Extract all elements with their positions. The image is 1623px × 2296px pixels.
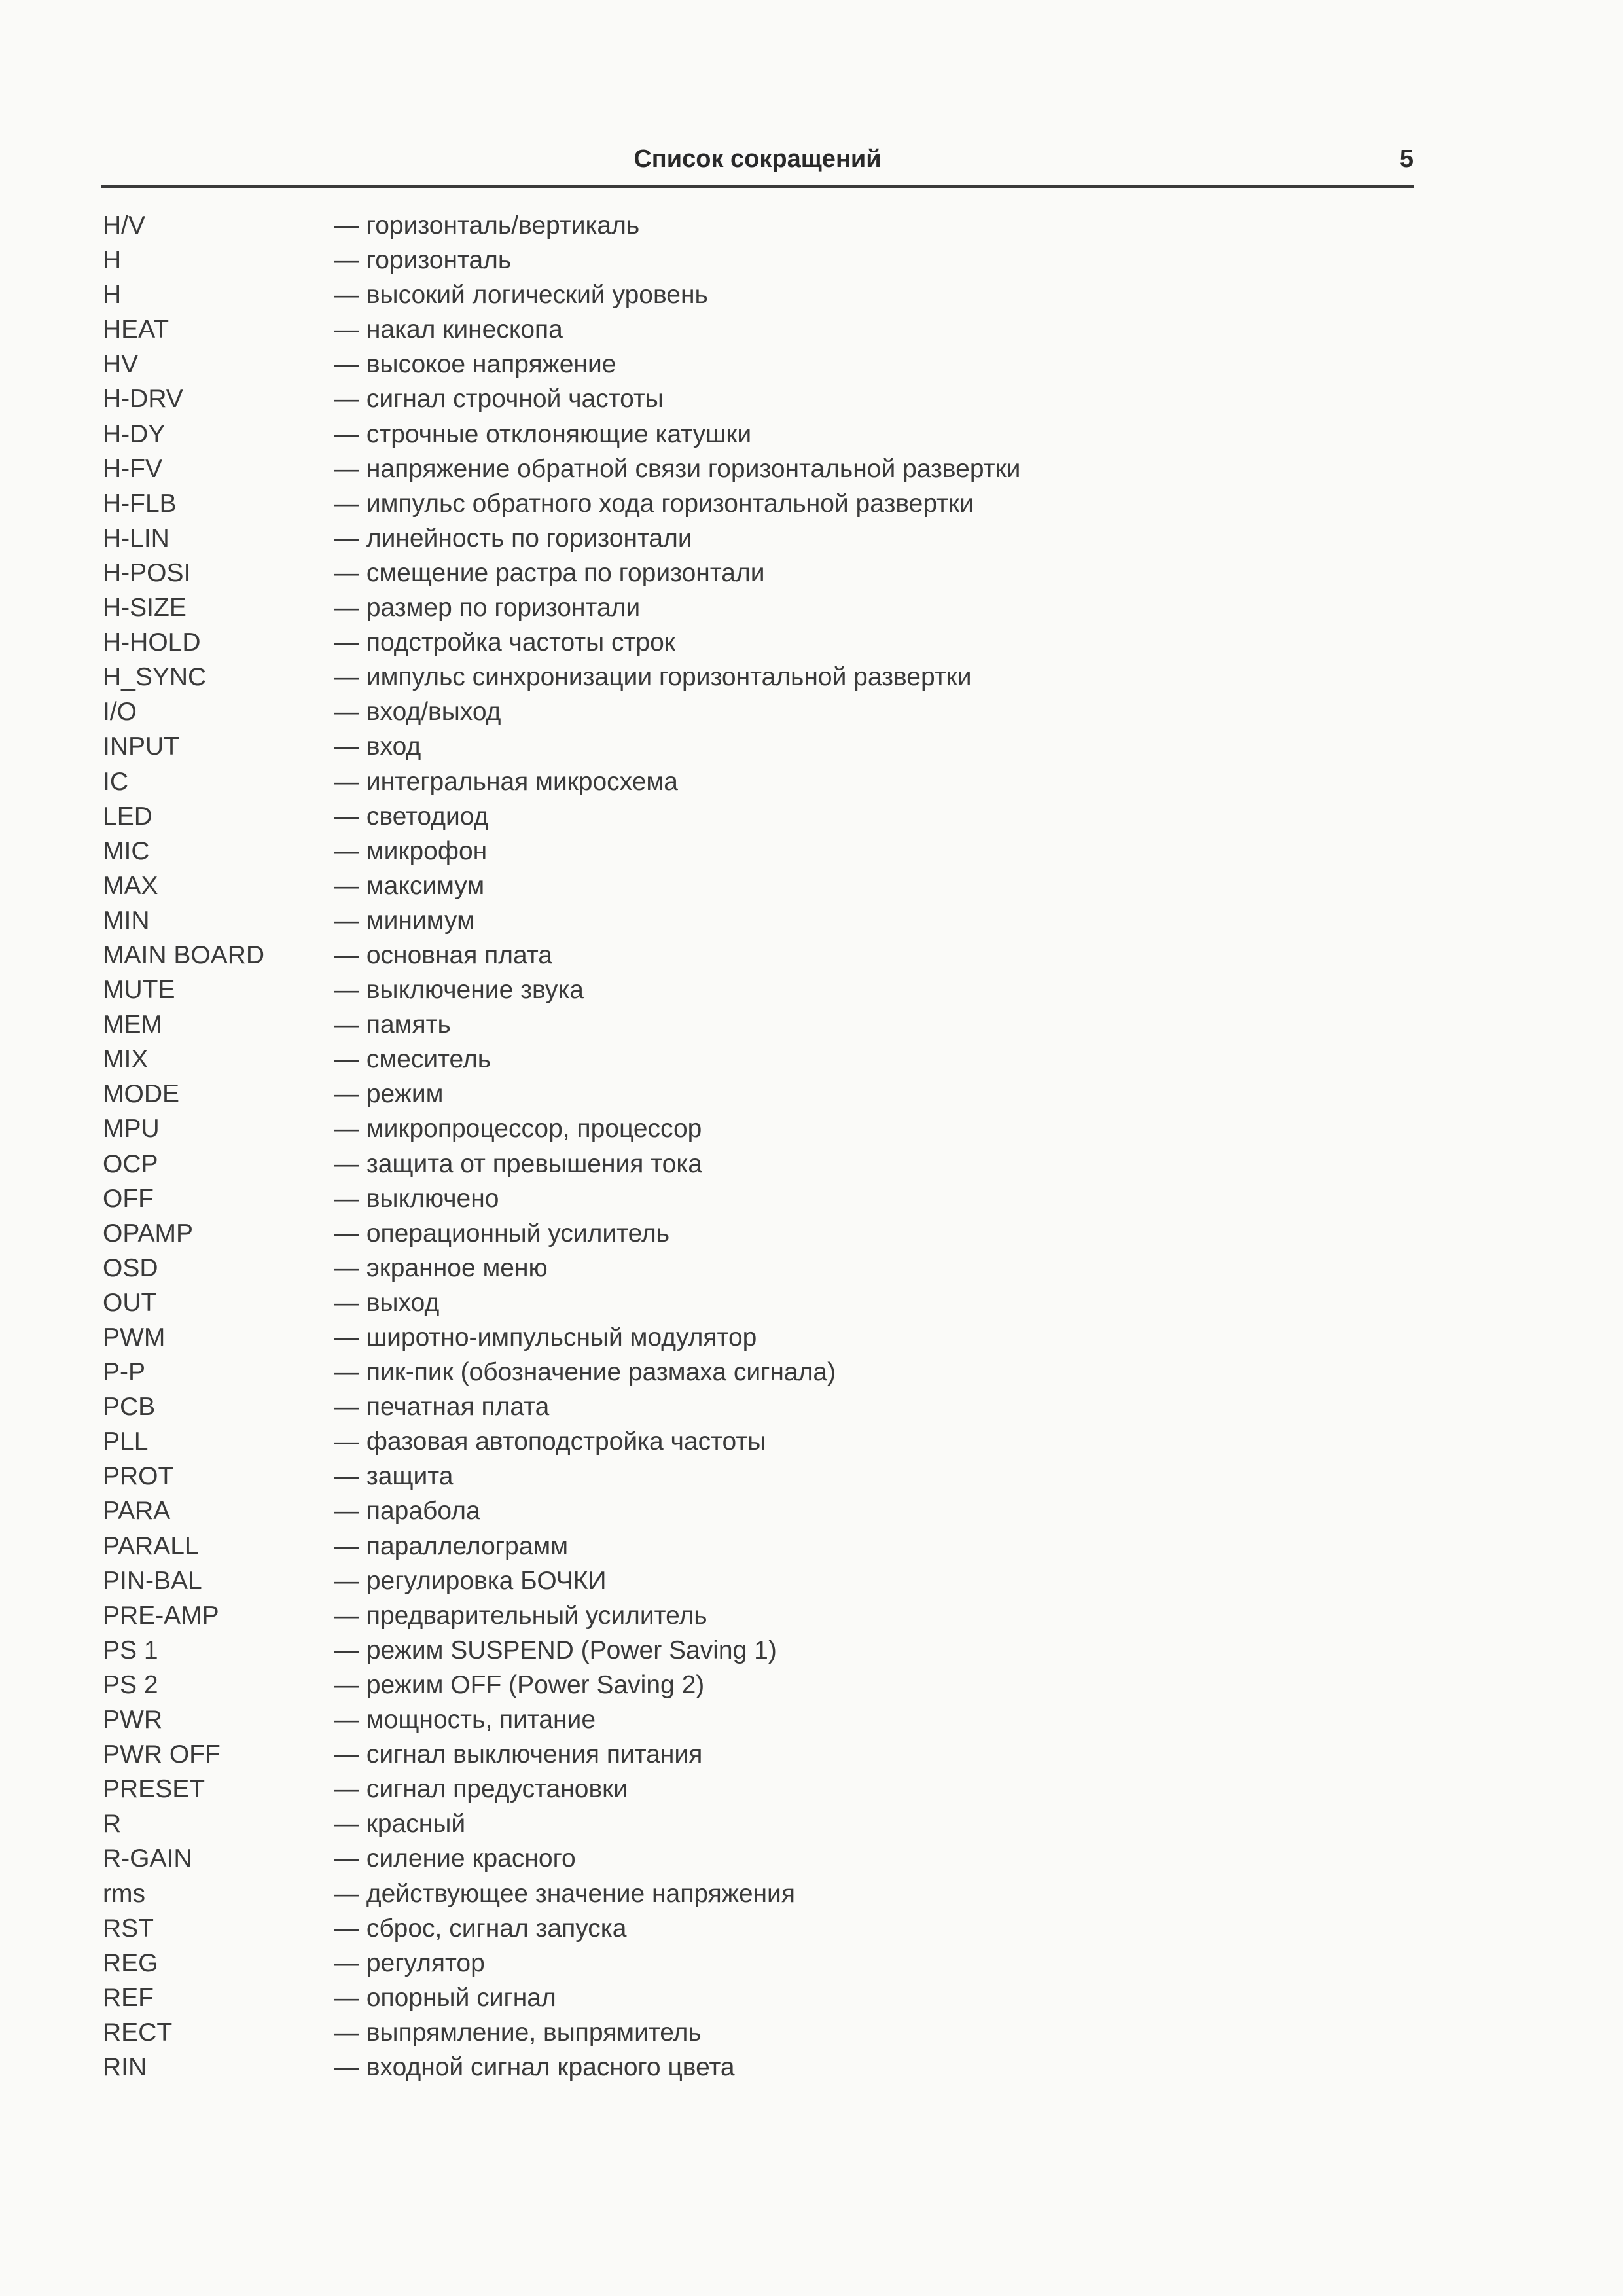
abbreviation-row	[103, 625, 1346, 660]
abbreviation-definition: — минимум	[334, 906, 474, 935]
abbreviation-definition: — печатная плата	[334, 1393, 550, 1422]
abbreviation-row	[103, 1702, 1346, 1737]
abbreviation-definition: — режим OFF (Power Saving 2)	[334, 1670, 705, 1699]
abbreviation-row	[103, 1111, 1346, 1146]
page-title: Список сокращений	[633, 145, 882, 173]
abbreviation-definition: — выключение звука	[334, 976, 584, 1005]
abbreviation-definition: — широтно-импульсный модулятор	[334, 1323, 757, 1352]
abbreviation-term: PARA	[103, 1497, 171, 1526]
abbreviation-row	[103, 938, 1346, 973]
abbreviation-definition: — высокое напряжение	[334, 350, 616, 379]
abbreviation-row	[103, 869, 1346, 903]
abbreviation-term: HEAT	[103, 315, 169, 344]
abbreviation-term: OUT	[103, 1288, 157, 1317]
abbreviation-term: REG	[103, 1948, 158, 1977]
abbreviation-term: I/O	[103, 698, 137, 726]
abbreviation-row	[103, 1564, 1346, 1598]
abbreviation-row	[103, 1424, 1346, 1459]
abbreviation-definition: — микрофон	[334, 836, 488, 865]
abbreviation-definition: — микропроцессор, процессор	[334, 1115, 702, 1143]
abbreviation-definition: — защита	[334, 1462, 454, 1491]
abbreviation-definition: — высокий логический уровень	[334, 281, 708, 310]
abbreviation-row	[103, 486, 1346, 521]
abbreviation-definition: — линейность по горизонтали	[334, 524, 692, 552]
abbreviation-row	[103, 1216, 1346, 1251]
abbreviation-term: R	[103, 1810, 122, 1839]
abbreviation-term: MUTE	[103, 976, 175, 1005]
abbreviation-definition: — импульс синхронизации горизонтальной развертки	[334, 663, 972, 692]
abbreviation-term: R-GAIN	[103, 1844, 192, 1873]
abbreviation-list	[103, 208, 1346, 2085]
abbreviation-term: OPAMP	[103, 1219, 193, 1247]
abbreviation-definition: — выход	[334, 1288, 440, 1317]
abbreviation-row	[103, 312, 1346, 347]
abbreviation-term: H-DRV	[103, 385, 183, 414]
abbreviation-term: PS 2	[103, 1670, 158, 1699]
abbreviation-term: P-P	[103, 1358, 146, 1387]
abbreviation-definition: — действующее значение напряжения	[334, 1879, 795, 1908]
abbreviation-definition: — сигнал предустановки	[334, 1775, 628, 1804]
abbreviation-definition: — силение красного	[334, 1844, 576, 1873]
abbreviation-term: RST	[103, 1914, 154, 1943]
abbreviation-term: H-SIZE	[103, 594, 187, 622]
abbreviation-definition: — интегральная микросхема	[334, 767, 678, 796]
abbreviation-term: PWR	[103, 1706, 162, 1734]
abbreviation-term: H-HOLD	[103, 628, 201, 657]
abbreviation-row	[103, 1876, 1346, 1911]
abbreviation-term: H-FLB	[103, 489, 177, 518]
abbreviation-definition: — операционный усилитель	[334, 1219, 670, 1247]
abbreviation-definition: — режим	[334, 1080, 444, 1109]
abbreviation-term: LED	[103, 802, 152, 831]
abbreviation-definition: — экранное меню	[334, 1253, 548, 1282]
abbreviation-row	[103, 1806, 1346, 1841]
abbreviation-term: PIN-BAL	[103, 1566, 202, 1595]
abbreviation-definition: — вход/выход	[334, 698, 501, 726]
abbreviation-term: PLL	[103, 1427, 149, 1456]
abbreviation-term: H_SYNC	[103, 663, 207, 692]
abbreviation-term: H-LIN	[103, 524, 169, 552]
page-number: 5	[1399, 145, 1414, 173]
abbreviation-term: MEM	[103, 1011, 162, 1039]
abbreviation-definition: — напряжение обратной связи горизонтальной развертки	[334, 454, 1021, 483]
abbreviation-row	[103, 660, 1346, 694]
abbreviation-term: INPUT	[103, 732, 179, 761]
abbreviation-definition: — парабола	[334, 1497, 480, 1526]
abbreviation-definition: — входной сигнал красного цвета	[334, 2053, 735, 2081]
abbreviation-row	[103, 347, 1346, 382]
abbreviation-row	[103, 452, 1346, 486]
abbreviation-term: MPU	[103, 1115, 160, 1143]
abbreviation-term: PWM	[103, 1323, 166, 1352]
abbreviation-row	[103, 1494, 1346, 1528]
abbreviation-row	[103, 764, 1346, 799]
abbreviation-definition: — фазовая автоподстройка частоты	[334, 1427, 766, 1456]
abbreviation-term: PARALL	[103, 1532, 199, 1560]
abbreviation-definition: — предварительный усилитель	[334, 1601, 707, 1630]
abbreviation-definition: — сигнал строчной частоты	[334, 385, 664, 414]
abbreviation-definition: — выпрямление, выпрямитель	[334, 2018, 702, 2047]
abbreviation-row	[103, 1007, 1346, 1042]
abbreviation-row	[103, 1772, 1346, 1806]
abbreviation-term: PS 1	[103, 1636, 158, 1664]
abbreviation-row	[103, 1320, 1346, 1355]
abbreviation-row	[103, 1529, 1346, 1564]
abbreviation-definition: — размер по горизонтали	[334, 594, 641, 622]
abbreviation-definition: — красный	[334, 1810, 466, 1839]
abbreviation-row	[103, 2050, 1346, 2085]
abbreviation-term: IC	[103, 767, 128, 796]
abbreviation-row	[103, 2015, 1346, 2050]
abbreviation-row	[103, 1841, 1346, 1876]
abbreviation-definition: — подстройка частоты строк	[334, 628, 675, 657]
abbreviation-row	[103, 1390, 1346, 1424]
abbreviation-definition: — опорный сигнал	[334, 1983, 556, 2012]
abbreviation-definition: — строчные отклоняющие катушки	[334, 420, 752, 448]
abbreviation-row	[103, 278, 1346, 312]
abbreviation-definition: — светодиод	[334, 802, 489, 831]
abbreviation-definition: — мощность, питание	[334, 1706, 596, 1734]
abbreviation-definition: — смеситель	[334, 1045, 491, 1074]
abbreviation-term: MIC	[103, 836, 150, 865]
abbreviation-term: MAX	[103, 871, 158, 900]
abbreviation-row	[103, 1668, 1346, 1702]
abbreviation-term: RIN	[103, 2053, 147, 2081]
abbreviation-definition: — сброс, сигнал запуска	[334, 1914, 627, 1943]
abbreviation-row	[103, 208, 1346, 243]
abbreviation-row	[103, 1042, 1346, 1077]
abbreviation-definition: — память	[334, 1011, 451, 1039]
abbreviation-row	[103, 1147, 1346, 1181]
abbreviation-term: PWR OFF	[103, 1740, 221, 1769]
abbreviation-row	[103, 1077, 1346, 1111]
abbreviation-term: PCB	[103, 1393, 156, 1422]
abbreviation-term: PROT	[103, 1462, 174, 1491]
abbreviation-row	[103, 903, 1346, 938]
abbreviation-definition: — накал кинескопа	[334, 315, 563, 344]
abbreviation-row	[103, 973, 1346, 1007]
abbreviation-term: H	[103, 281, 122, 310]
abbreviation-definition: — пик-пик (обозначение размаха сигнала)	[334, 1358, 836, 1387]
abbreviation-definition: — выключено	[334, 1184, 499, 1213]
abbreviation-row	[103, 694, 1346, 729]
abbreviation-row	[103, 1981, 1346, 2015]
abbreviation-row	[103, 382, 1346, 416]
abbreviation-row	[103, 799, 1346, 834]
abbreviation-term: OFF	[103, 1184, 154, 1213]
abbreviation-definition: — горизонталь/вертикаль	[334, 211, 640, 240]
abbreviation-row	[103, 243, 1346, 278]
abbreviation-definition: — регулятор	[334, 1948, 485, 1977]
abbreviation-definition: — параллелограмм	[334, 1532, 569, 1560]
abbreviation-row	[103, 521, 1346, 556]
abbreviation-term: OCP	[103, 1149, 158, 1178]
abbreviation-term: HV	[103, 350, 139, 379]
abbreviation-term: MIX	[103, 1045, 149, 1074]
abbreviation-term: MODE	[103, 1080, 179, 1109]
abbreviation-definition: — горизонталь	[334, 246, 512, 275]
abbreviation-term: MAIN BOARD	[103, 941, 265, 969]
abbreviation-row	[103, 1633, 1346, 1668]
abbreviation-term: H-FV	[103, 454, 162, 483]
abbreviation-row	[103, 417, 1346, 452]
abbreviation-definition: — защита от превышения тока	[334, 1149, 702, 1178]
abbreviation-row	[103, 1459, 1346, 1494]
abbreviation-row	[103, 1737, 1346, 1772]
abbreviation-term: H-DY	[103, 420, 166, 448]
abbreviation-row	[103, 1285, 1346, 1320]
abbreviation-term: MIN	[103, 906, 150, 935]
abbreviation-definition: — регулировка БОЧКИ	[334, 1566, 607, 1595]
abbreviation-definition: — сигнал выключения питания	[334, 1740, 703, 1769]
abbreviation-row	[103, 729, 1346, 764]
abbreviation-term: H/V	[103, 211, 146, 240]
abbreviation-row	[103, 1181, 1346, 1216]
abbreviation-row	[103, 1355, 1346, 1390]
abbreviation-definition: — вход	[334, 732, 421, 761]
abbreviation-definition: — максимум	[334, 871, 485, 900]
abbreviation-term: REF	[103, 1983, 154, 2012]
page-header	[101, 145, 1414, 183]
header-divider	[101, 185, 1414, 188]
abbreviation-term: H-POSI	[103, 558, 191, 587]
abbreviation-definition: — основная плата	[334, 941, 552, 969]
abbreviation-term: OSD	[103, 1253, 158, 1282]
abbreviation-term: H	[103, 246, 122, 275]
abbreviation-term: PRESET	[103, 1775, 205, 1804]
abbreviation-row	[103, 1946, 1346, 1981]
abbreviation-row	[103, 834, 1346, 869]
abbreviation-term: PRE-AMP	[103, 1601, 219, 1630]
abbreviation-term: RECT	[103, 2018, 173, 2047]
abbreviation-row	[103, 590, 1346, 625]
abbreviation-row	[103, 1911, 1346, 1946]
abbreviation-definition: — импульс обратного хода горизонтальной развертки	[334, 489, 974, 518]
abbreviation-term: rms	[103, 1879, 145, 1908]
abbreviation-definition: — режим SUSPEND (Power Saving 1)	[334, 1636, 777, 1664]
abbreviation-definition: — смещение растра по горизонтали	[334, 558, 765, 587]
abbreviation-row	[103, 556, 1346, 590]
abbreviation-row	[103, 1598, 1346, 1633]
abbreviation-row	[103, 1251, 1346, 1285]
